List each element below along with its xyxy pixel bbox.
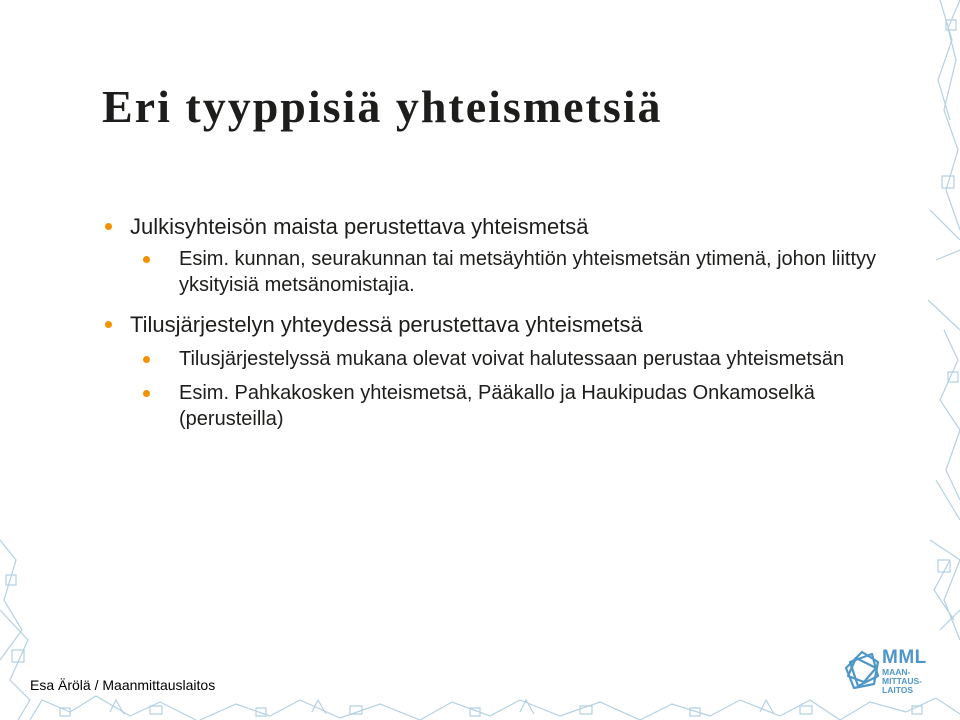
mml-logo	[842, 647, 927, 696]
sub-bullet-text: Tilusjärjestelyssä mukana olevat voivat halutessaan perustaa yhteismetsän	[179, 348, 845, 370]
sub-bullet-item	[102, 246, 902, 298]
bullet-dot-icon	[143, 356, 150, 363]
bullet-item	[102, 310, 902, 340]
bullet-dot-icon	[105, 321, 112, 328]
logo-text-line: MITTAUS-	[882, 676, 922, 686]
sub-bullet-item	[102, 380, 902, 432]
bullet-list	[102, 212, 902, 432]
bullet-dot-icon	[143, 390, 150, 397]
bullet-text: Julkisyhteisön maista perustettava yhteismetsä	[130, 214, 589, 239]
slide-title: Eri tyyppisiä yhteismetsiä	[102, 81, 663, 132]
sub-bullet-item	[102, 346, 902, 372]
bullet-dot-icon	[143, 256, 150, 263]
logo-abbreviation: MML	[882, 647, 927, 668]
mml-logo-mark-icon	[842, 648, 882, 692]
sub-bullet-text: Esim. kunnan, seurakunnan tai metsäyhtiön yhteismetsän ytimenä, johon liittyy yksityisiä metsänomistajia.	[179, 248, 877, 296]
logo-text-line: LAITOS	[882, 685, 914, 695]
bullet-dot-icon	[105, 223, 112, 230]
footer-author: Esa Ärölä / Maanmittauslaitos	[30, 677, 216, 693]
sub-bullet-text: Esim. Pahkakosken yhteismetsä, Pääkallo ja Haukipudas Onkamoselkä (perusteilla)	[179, 382, 815, 430]
bullet-item	[102, 212, 902, 242]
logo-text-line: MAAN-	[882, 667, 911, 677]
bullet-text: Tilusjärjestelyn yhteydessä perustettava yhteismetsä	[130, 312, 643, 337]
